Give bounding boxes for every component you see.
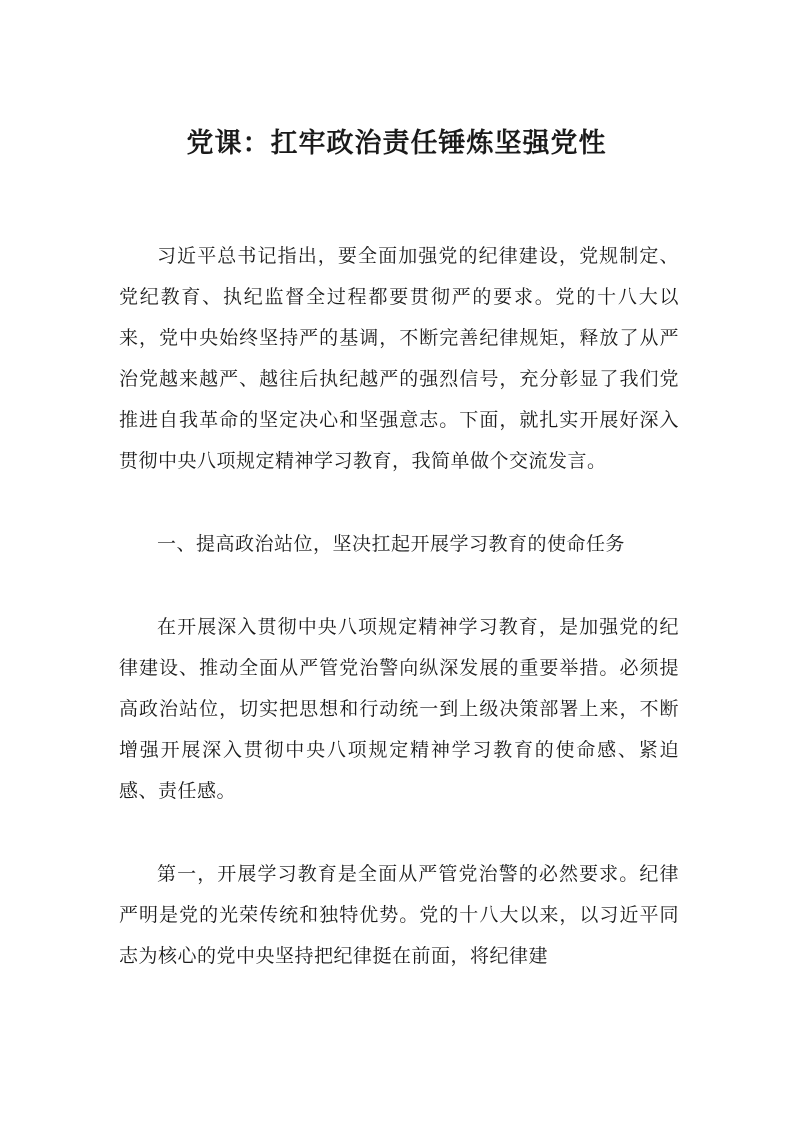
section-heading-1: 一、提高政治站位，坚决扛起开展学习教育的使命任务: [157, 533, 626, 555]
paragraph-point-1: 第一，开展学习教育是全面从严管党治警的必然要求。纪律严明是党的光荣传统和独特优势。党的十八大以来，以习近平同志为核心的党中央坚持把纪律挺在前面，将纪律建: [119, 863, 679, 967]
paragraph-intro: 习近平总书记指出，要全面加强党的纪律建设，党规制定、党纪教育、执纪监督全过程都要贯彻严的要求。党的十八大以来，党中央始终坚持严的基调，不断完善纪律规矩，释放了从严治党越来越严、越往后执纪越严的强烈信号，充分彰显了我们党推进自我革命的坚定决心和坚强意志。下面，就扎实开展好深入贯彻中央八项规定精神学习教育，我简单做个交流发言。: [119, 245, 679, 472]
paragraph-section-1: 在开展深入贯彻中央八项规定精神学习教育，是加强党的纪律建设、推动全面从严管党治警向纵深发展的重要举措。必须提高政治站位，切实把思想和行动统一到上级决策部署上来，不断增强开展深入贯彻中央八项规定精神学习教育的使命感、紧迫感、责任感。: [119, 616, 679, 802]
document-title: 党课：扛牢政治责任锤炼坚强党性: [186, 128, 607, 159]
document-body: [119, 236, 679, 1019]
